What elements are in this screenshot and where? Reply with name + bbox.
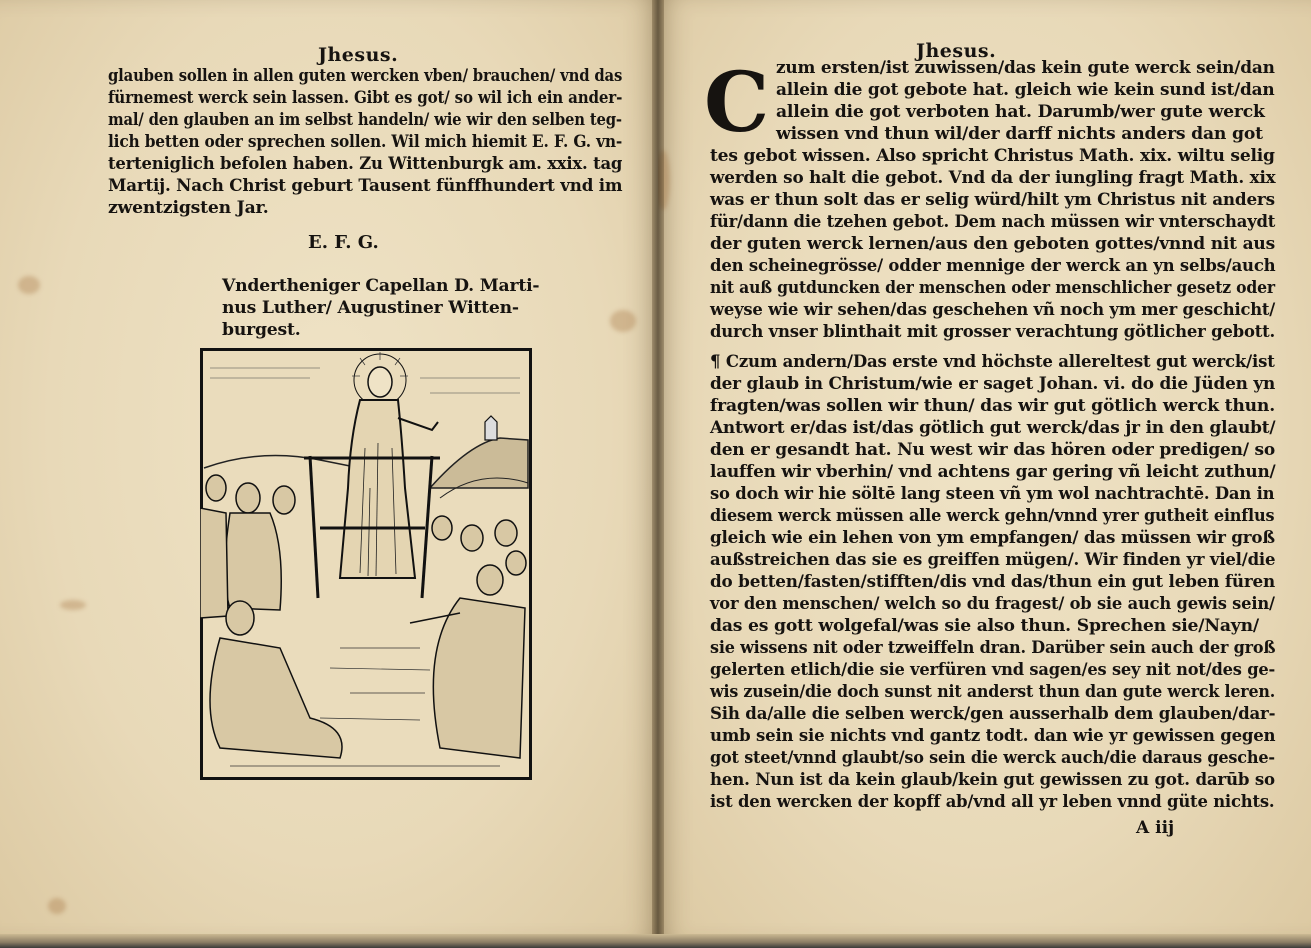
signature-mark: A iij — [1136, 818, 1175, 838]
signature-line: Vndertheniger Capellan D. Marti- — [222, 276, 540, 296]
text-line: wissen vnd thun wil/der darff nichts anders dan got — [776, 124, 1263, 144]
signature-line: burgest. — [222, 320, 301, 340]
text-line: Antwort er/das ist/das götlich gut werck/das jr in den glaubt/ — [710, 418, 1276, 438]
salutation: E. F. G. — [308, 232, 379, 253]
page-edge — [0, 934, 1311, 948]
text-line: do betten/fasten/stifften/dis vnd das/thun ein gut leben füren — [710, 572, 1276, 592]
text-line: diesem werck müssen alle werck gehn/vnnd yrer gutheit einflus — [710, 506, 1275, 526]
text-line: mal/ den glauben an im selbst handeln/ wie wir den selben teg- — [108, 110, 622, 130]
right-page — [658, 0, 1311, 940]
stain — [48, 898, 66, 914]
text-line: fürnemest werck sein lassen. Gibt es got/ so wil ich ein ander- — [108, 88, 623, 108]
text-line: den scheinegrösse/ odder mennige der werck an yn selbs/auch — [710, 256, 1276, 276]
text-line: tes gebot wissen. Also spricht Christus Math. xix. wiltu selig — [710, 146, 1275, 166]
text-line: lauffen wir vberhin/ vnd achtens gar gering vñ leicht zuthun/ — [710, 462, 1276, 482]
text-line: außstreichen das sie es greiffen mügen/. Wir finden yr viel/die — [710, 550, 1276, 570]
text-line: für/dann die tzehen gebot. Dem nach müssen wir vnterschaydt — [710, 212, 1276, 232]
decorated-initial: C — [704, 55, 770, 151]
text-line: der guten werck lernen/aus den geboten gottes/vnnd nit aus — [710, 234, 1276, 254]
text-line: allein die got verboten hat. Darumb/wer gute werck — [776, 102, 1265, 122]
text-line: terteniglich befolen haben. Zu Wittenburgk am. xxix. tag — [108, 154, 623, 174]
text-line: durch vnser blinthait mit grosser verachtung götlicher gebott. — [710, 322, 1276, 342]
running-header: Jhesus. — [318, 44, 399, 66]
text-line: Martij. Nach Christ geburt Tausent fünffhundert vnd im — [108, 176, 623, 196]
text-line: vor den menschen/ welch so du fragest/ ob sie auch gewis sein/ — [710, 594, 1275, 614]
text-line: nit auß gutduncken der menschen oder menschlicher gesetz oder — [710, 278, 1275, 298]
text-line: lich betten oder sprechen sollen. Wil mich hiemit E. F. G. vn- — [108, 132, 623, 152]
stain — [610, 310, 636, 332]
text-line: sie wissens nit oder tzweiffeln dran. Darüber sein auch der groß — [710, 638, 1276, 658]
text-line: Sih da/alle die selben werck/gen ausserhalb dem glauben/dar- — [710, 704, 1276, 724]
text-line: zum ersten/ist zuwissen/das kein gute werck sein/dan — [776, 58, 1275, 78]
text-line: fragten/was sollen wir thun/ das wir gut götlich werck thun. — [710, 396, 1275, 416]
text-line: zwentzigsten Jar. — [108, 198, 269, 218]
text-line: ¶ Czum andern/Das erste vnd höchste allereltest gut werck/ist — [710, 352, 1275, 372]
text-line: werden so halt die gebot. Vnd da der iungling fragt Math. xix — [710, 168, 1276, 188]
text-line: umb sein sie nichts vnd gantz todt. dan wie yr gewissen gegen — [710, 726, 1276, 746]
text-line: das es gott wolgefal/was sie also thun. Sprechen sie/Nayn/ — [710, 616, 1259, 636]
stain — [18, 276, 40, 294]
text-line: glauben sollen in allen guten wercken vben/ brauchen/ vnd das — [108, 66, 623, 86]
text-line: so doch wir hie söltē lang steen vñ ym wol nachtrachtē. Dan in — [710, 484, 1275, 504]
left-page — [0, 0, 658, 940]
stain — [60, 600, 86, 610]
woodcut-illustration — [200, 348, 532, 780]
text-line: gleich wie ein lehen von ym empfangen/ das müssen wir groß — [710, 528, 1275, 548]
text-line: wis zusein/die doch sunst nit anderst thun dan gute werck leren. — [710, 682, 1276, 702]
book-gutter — [652, 0, 664, 940]
text-line: den er gesandt hat. Nu west wir das hören oder predigen/ so — [710, 440, 1276, 460]
running-header: Jhesus. — [916, 40, 997, 62]
text-line: der glaub in Christum/wie er saget Johan. vi. do die Jüden yn — [710, 374, 1276, 394]
text-line: hen. Nun ist da kein glaub/kein gut gewissen zu got. darūb so — [710, 770, 1275, 790]
text-line: allein die got gebote hat. gleich wie kein sund ist/dan — [776, 80, 1275, 100]
text-line: weyse wie wir sehen/das geschehen vñ noch ym mer geschicht/ — [710, 300, 1276, 320]
signature-line: nus Luther/ Augustiner Witten- — [222, 298, 519, 318]
text-line: got steet/vnnd glaubt/so sein die werck auch/die daraus gesche- — [710, 748, 1275, 768]
text-line: was er thun solt das er selig würd/hilt ym Christus nit anders — [710, 190, 1275, 210]
text-line: ist den wercken der kopff ab/vnd all yr leben vnnd güte nichts. — [710, 792, 1275, 812]
text-line: gelerten etlich/die sie verfüren vnd sagen/es sey nit not/des ge- — [710, 660, 1276, 680]
